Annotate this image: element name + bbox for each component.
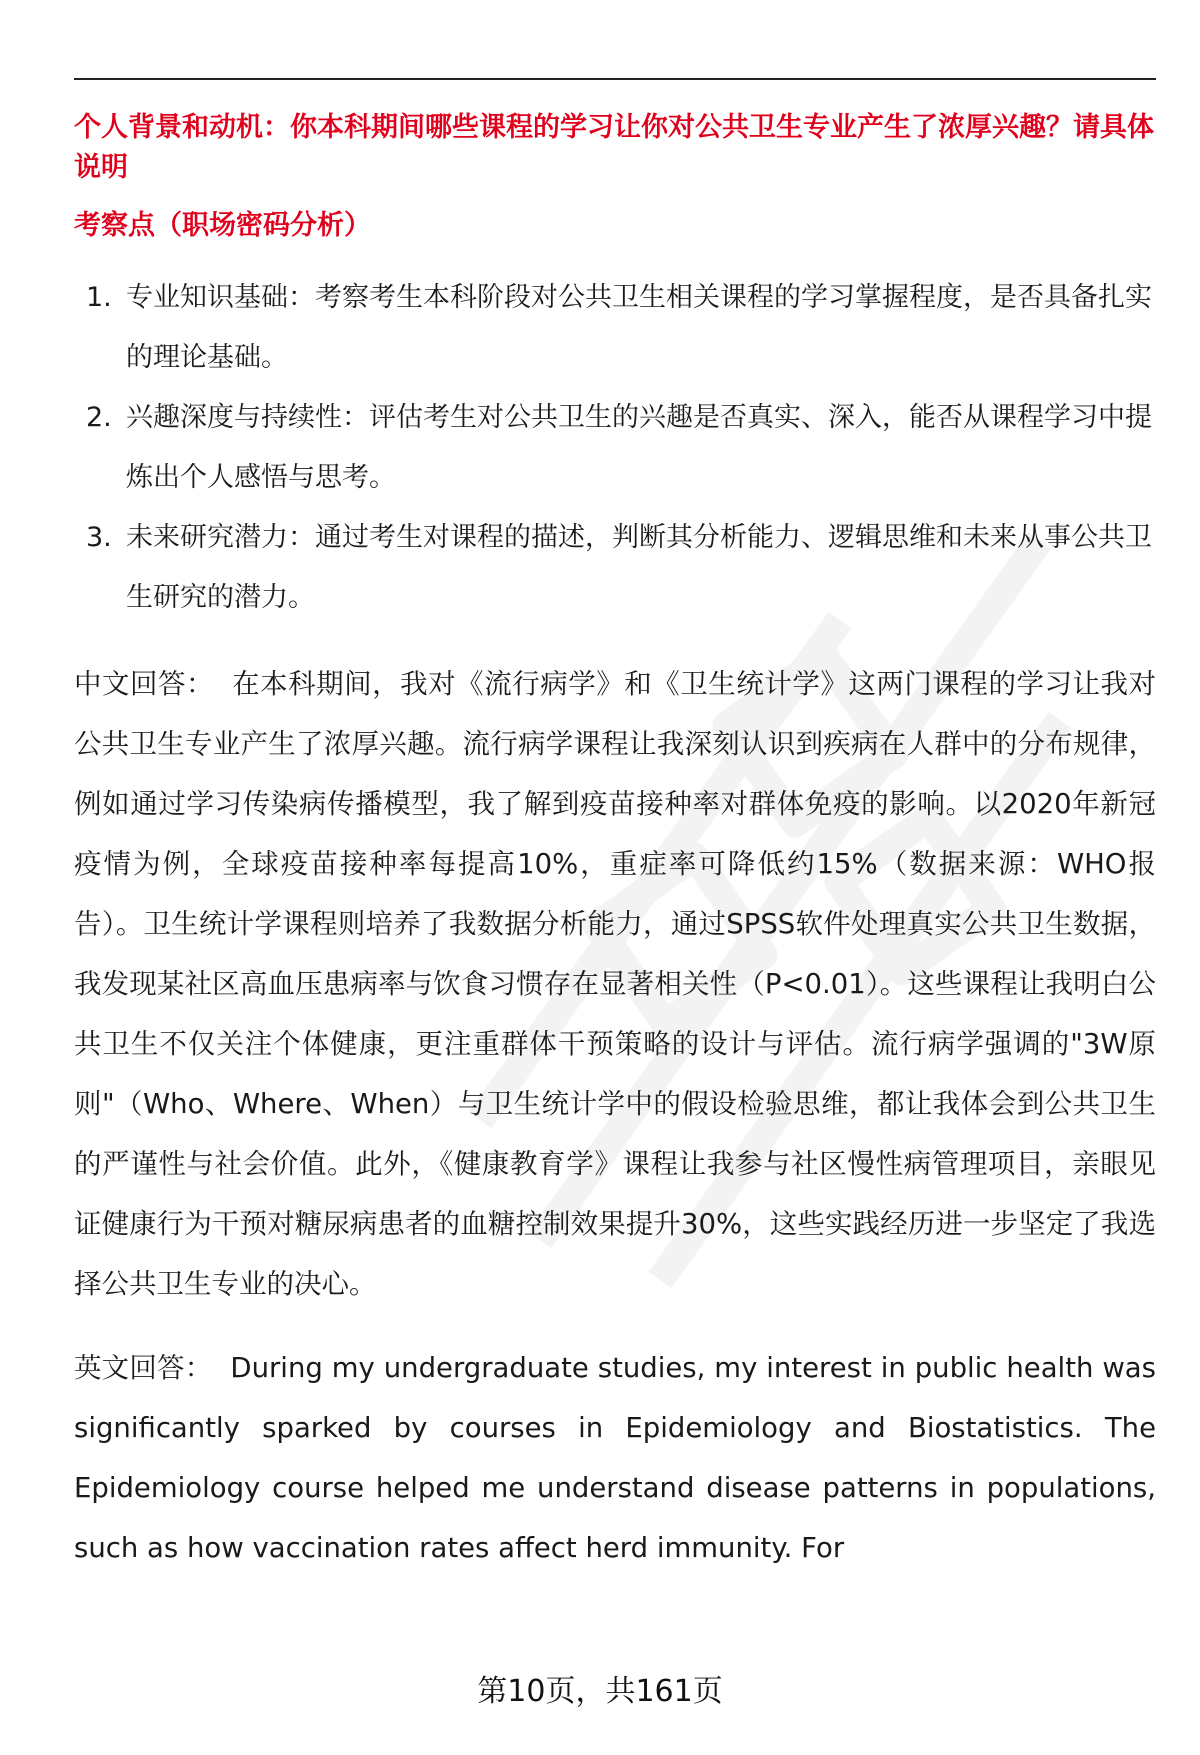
- list-item-number: 1.: [86, 282, 112, 313]
- analysis-heading: 考察点（职场密码分析）: [74, 210, 371, 241]
- chinese-answer-label: 中文回答：: [74, 668, 215, 700]
- question-heading: 个人背景和动机：你本科期间哪些课程的学习让你对公共卫生专业产生了浓厚兴趣？请具体说明: [74, 112, 1154, 183]
- list-item-text: 专业知识基础：考察考生本科阶段对公共卫生相关课程的学习掌握程度，是否具备扎实的理论基础。: [126, 282, 1152, 373]
- header-divider: [74, 78, 1156, 80]
- analysis-points-list: [74, 268, 1156, 628]
- english-answer-label: 英文回答：: [74, 1352, 213, 1384]
- list-item: [74, 388, 1156, 508]
- list-item: [74, 508, 1156, 628]
- english-answer-paragraph: [74, 1338, 1156, 1578]
- list-item-text: 兴趣深度与持续性：评估考生对公共卫生的兴趣是否真实、深入，能否从课程学习中提炼出个人感悟与思考。: [126, 402, 1152, 493]
- list-item-number: 3.: [86, 522, 112, 553]
- list-item-text: 未来研究潜力：通过考生对课程的描述，判断其分析能力、逻辑思维和未来从事公共卫生研究的潜力。: [126, 522, 1152, 613]
- list-item: [74, 268, 1156, 388]
- page-number-footer: 第10页，共161页: [477, 1674, 723, 1709]
- main-content: [74, 108, 1156, 1578]
- english-answer-text: During my undergraduate studies, my interest in public health was significantly sparked by courses in Epidemiology and Biostatistics. The Epidemiology course helped me understand disease patterns in populations, such as how vaccination rates affect herd immunity. For: [74, 1352, 1156, 1564]
- list-item-number: 2.: [86, 402, 112, 433]
- chinese-answer-text: 在本科期间，我对《流行病学》和《卫生统计学》这两门课程的学习让我对公共卫生专业产生了浓厚兴趣。流行病学课程让我深刻认识到疾病在人群中的分布规律，例如通过学习传染病传播模型，我了解到疫苗接种率对群体免疫的影响。以2020年新冠疫情为例，全球疫苗接种率每提高10%，重症率可降低约15%（数据来源：WHO报告）。卫生统计学课程则培养了我数据分析能力，通过SPSS软件处理真实公共卫生数据，我发现某社区高血压患病率与饮食习惯存在显著相关性（P<0.01）。这些课程让我明白公共卫生不仅关注个体健康，更注重群体干预策略的设计与评估。流行病学强调的"3W原则"（Who、Where、When）与卫生统计学中的假设检验思维，都让我体会到公共卫生的严谨性与社会价值。此外，《健康教育学》课程让我参与社区慢性病管理项目，亲眼见证健康行为干预对糖尿病患者的血糖控制效果提升30%，这些实践经历进一步坚定了我选择公共卫生专业的决心。: [74, 668, 1157, 1300]
- chinese-answer-paragraph: [74, 654, 1156, 1314]
